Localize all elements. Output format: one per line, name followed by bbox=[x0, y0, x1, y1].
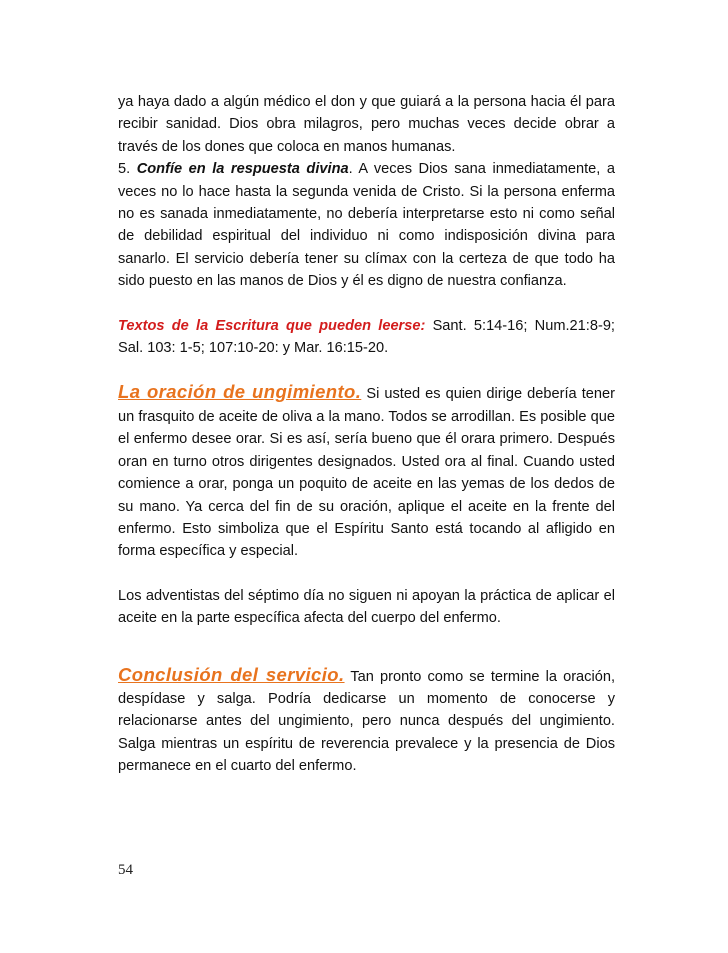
scripture-heading: Textos de la Escritura que pueden leerse: bbox=[118, 317, 426, 334]
paragraph-spacer bbox=[118, 630, 615, 664]
paragraph-text: . A veces Dios sana inmediatamente, a veces no lo hace hasta la segunda venida de Cristo. Si la persona enferma no es sanada inmediatamente, no debería interpretarse esto ni como señal de debilidad espiritual del individuo ni como indisposición divina para sanarlo. El servicio debería tener su clímax con la certeza de que todo ha sido puesto en las manos de Dios y él es digno de nuestra confianza. bbox=[118, 161, 615, 290]
page-number: 54 bbox=[118, 862, 133, 878]
scripture-references: Sant. 5:14-16; Num.21:8-9; Sal. 103: 1-5; 107:10-20: y Mar. 16:15-20. bbox=[118, 317, 615, 357]
paragraph-trust-divine-answer bbox=[118, 158, 615, 292]
conclusion-heading: Conclusión del servicio. bbox=[118, 663, 345, 685]
paragraph-adventists-note bbox=[118, 585, 615, 630]
paragraph-spacer bbox=[118, 359, 615, 381]
paragraph-scripture-texts bbox=[118, 315, 615, 360]
paragraph-spacer bbox=[118, 293, 615, 315]
list-item-emphasis: Confíe en la respuesta divina bbox=[136, 161, 349, 178]
paragraph-divine-gift bbox=[118, 91, 615, 158]
paragraph-spacer bbox=[118, 563, 615, 585]
paragraph-anointing-prayer bbox=[118, 381, 615, 562]
document-page bbox=[118, 91, 615, 778]
anointing-heading: La oración de ungimiento. bbox=[118, 381, 362, 403]
paragraph-text: Tan pronto como se termine la oración, despídase y salga. Podría dedicarse un momento de conocerse y relacionarse antes del ungimiento, pero nunca después del ungimiento. Salga mientras un espíritu de reverencia prevalece y la presencia de Dios permanece en el cuarto del enfermo. bbox=[118, 668, 615, 775]
paragraph-text: ya haya dado a algún médico el don y que guiará a la persona hacia él para recibir sanidad. Dios obra milagros, pero muchas veces decide obrar a través de los dones que coloca en manos humanas. bbox=[118, 94, 615, 155]
list-number: 5. bbox=[118, 161, 137, 178]
paragraph-service-conclusion bbox=[118, 664, 615, 778]
paragraph-text: Si usted es quien dirige debería tener un frasquito de aceite de oliva a la mano. Todos se arrodillan. Es posible que el enfermo desee orar. Si es así, sería bueno que él orara primero. Después oran en turno otros dirigentes designados. Usted ora al final. Cuando usted comience a orar, ponga un poquito de aceite en las yemas de los dedos de su mano. Ya cerca del fin de su oración, aplique el aceite en la frente del enfermo. Esto simboliza que el Espíritu Santo está tocando al afligido en forma específica y especial. bbox=[118, 386, 615, 560]
paragraph-text: Los adventistas del séptimo día no siguen ni apoyan la práctica de aplicar el aceite en la parte específica afecta del cuerpo del enfermo. bbox=[118, 587, 615, 627]
